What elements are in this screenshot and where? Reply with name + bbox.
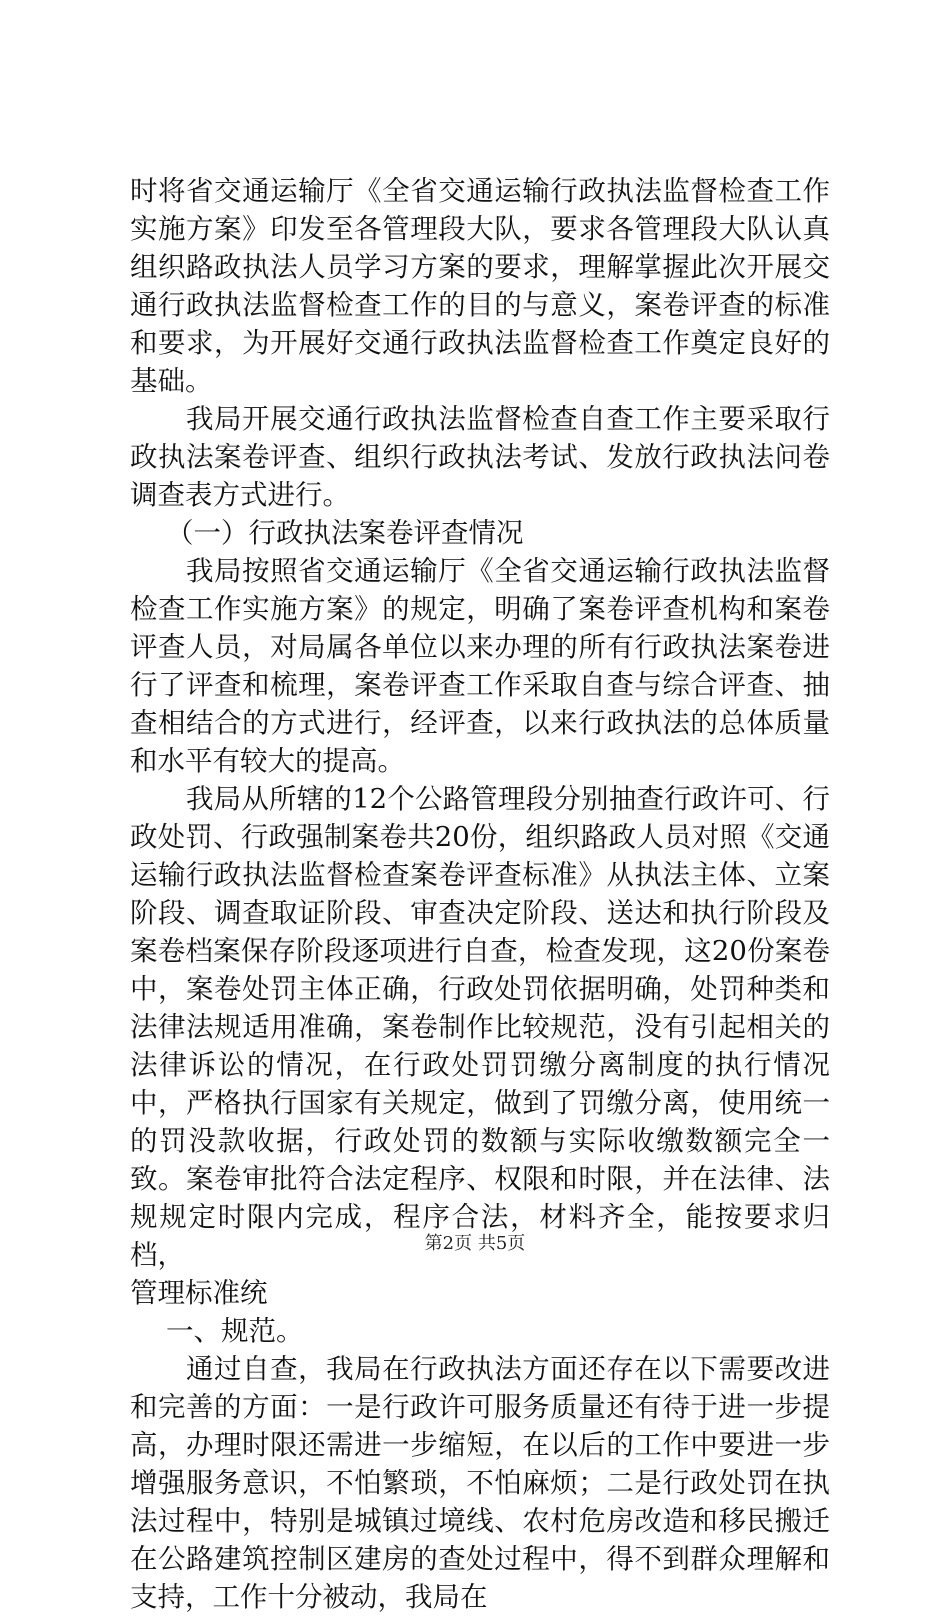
paragraph-fragment: 管理标准统 (130, 1277, 268, 1309)
paragraph-spot-check: 我局从所辖的12个公路管理段分别抽查行政许可、行政处罚、行政强制案卷共20份，组织路政人员对照《交通运输行政执法监督检查案卷评查标准》从执法主体、立案阶段、调查取证阶段、审查决定阶段、送达和执行阶段及案卷档案保存阶段逐项进行自查，检查发现，这20份案卷中，案卷处罚主体正确，行政处罚依据明确，处罚种类和法律法规适用准确，案卷制作比较规范，没有引起相关的法律诉讼的情况，在行政处罚罚缴分离制度的执行情况中，严格执行国家有关规定，做到了罚缴分离，使用统一的罚没款收据，行政处罚的数额与实际收缴数额完全一致。案卷审批符合法定程序、权限和时限，并在法律、法规规定时限内完成，程序合法，材料齐全，能按要求归档， (130, 783, 830, 1271)
page-footer: 第2页 共5页 (424, 1233, 526, 1254)
section-heading-case-review: （一）行政执法案卷评查情况 (166, 517, 524, 549)
document-body (130, 172, 830, 1616)
paragraph-continuation: 时将省交通运输厅《全省交通运输行政执法监督检查工作实施方案》印发至各管理段大队，要求各管理段大队认真组织路政执法人员学习方案的要求，理解掌握此次开展交通行政执法监督检查工作的目的与意义，案卷评查的标准和要求，为开展好交通行政执法监督检查工作奠定良好的基础。 (130, 175, 830, 397)
paragraph-case-review: 我局按照省交通运输厅《全省交通运输行政执法监督检查工作实施方案》的规定，明确了案卷评查机构和案卷评查人员，对局属各单位以来办理的所有行政执法案卷进行了评查和梳理，案卷评查工作采取自查与综合评查、抽查相结合的方式进行，经评查，以来行政执法的总体质量和水平有较大的提高。 (130, 555, 830, 777)
paragraph-improvements: 通过自查，我局在行政执法方面还存在以下需要改进和完善的方面：一是行政许可服务质量还有待于进一步提高，办理时限还需进一步缩短，在以后的工作中要进一步增强服务意识，不怕繁琐，不怕麻烦；二是行政处罚在执法过程中，特别是城镇过境线、农村危房改造和移民搬迁在公路建筑控制区建房的查处过程中，得不到群众理解和支持，工作十分被动，我局在 (130, 1353, 830, 1613)
paragraph-method: 我局开展交通行政执法监督检查自查工作主要采取行政执法案卷评查、组织行政执法考试、发放行政执法问卷调查表方式进行。 (130, 403, 830, 511)
section-heading-standard: 一、规范。 (166, 1315, 304, 1347)
